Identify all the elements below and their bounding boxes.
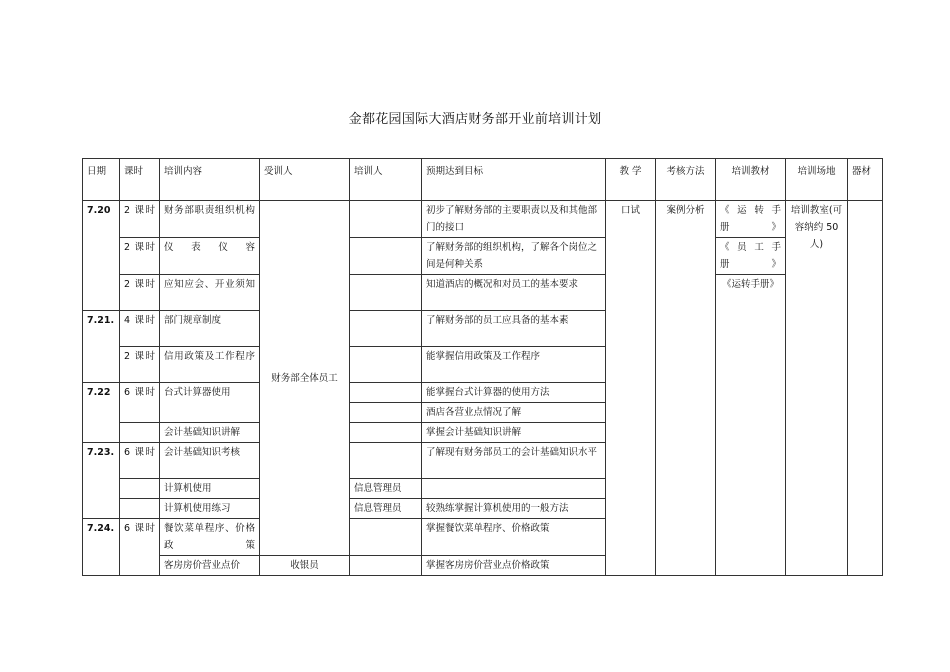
trainer-cell <box>350 423 422 443</box>
header-hours: 课时 <box>120 159 160 201</box>
hours-cell <box>120 499 160 519</box>
content-cell: 客房房价营业点价 <box>160 556 260 576</box>
content-cell: 台式计算器使用 <box>160 383 260 423</box>
table-row <box>83 238 883 275</box>
content-cell: 部门规章制度 <box>160 311 260 347</box>
content-cell: 财务部职责组织机构 <box>160 201 260 238</box>
training-plan-table <box>82 158 883 576</box>
hours-cell: 2 课时 <box>120 275 160 311</box>
goal-cell: 掌握会计基础知识讲解 <box>422 423 606 443</box>
table-row <box>83 201 883 238</box>
hours-cell: 6 课时 <box>120 383 160 423</box>
hours-cell: 2 课时 <box>120 238 160 275</box>
content-cell: 信用政策及工作程序 <box>160 347 260 383</box>
hours-cell: 2 课时 <box>120 201 160 238</box>
trainer-cell <box>350 347 422 383</box>
goal-cell: 能掌握台式计算器的使用方法 <box>422 383 606 403</box>
hours-cell: 6 课时 <box>120 443 160 479</box>
table-row <box>83 275 883 311</box>
hours-cell: 4 课时 <box>120 311 160 347</box>
header-method: 教 学 <box>606 159 656 201</box>
content-cell: 计算机使用 <box>160 479 260 499</box>
date-cell: 7.22 <box>83 383 120 443</box>
trainee-cell: 财务部全体员工 <box>260 201 350 556</box>
goal-cell: 了解现有财务部员工的会计基础知识水平 <box>422 443 606 479</box>
equip-cell <box>848 201 883 576</box>
trainer-cell <box>350 556 422 576</box>
goal-cell: 酒店各营业点情况了解 <box>422 403 606 423</box>
trainer-cell <box>350 201 422 238</box>
document-title: 金都花园国际大酒店财务部开业前培训计划 <box>348 112 602 127</box>
header-date: 日期 <box>83 159 120 201</box>
header-equip: 器材 <box>848 159 883 201</box>
goal-cell <box>422 479 606 499</box>
material-cell: 《运转手册》 <box>716 275 786 576</box>
goal-cell: 知道酒店的概况和对员工的基本要求 <box>422 275 606 311</box>
header-trainer: 培训人 <box>350 159 422 201</box>
header-row <box>83 159 883 201</box>
goal-cell: 掌握餐饮菜单程序、价格政策 <box>422 519 606 556</box>
trainee-cell: 收银员 <box>260 556 350 576</box>
venue-cell: 培训教室(可容纳约 50 人) <box>786 201 848 576</box>
trainer-cell <box>350 519 422 556</box>
trainer-cell <box>350 403 422 423</box>
goal-cell: 初步了解财务部的主要职责以及和其他部门的接口 <box>422 201 606 238</box>
method-cell: 口试 <box>606 201 656 576</box>
content-cell: 计算机使用练习 <box>160 499 260 519</box>
material-cell: 《 运 转 手 册》 <box>716 201 786 238</box>
header-material: 培训教材 <box>716 159 786 201</box>
content-cell: 会计基础知识讲解 <box>160 423 260 443</box>
goal-cell: 了解财务部的组织机构，了解各个岗位之间是何种关系 <box>422 238 606 275</box>
trainer-cell <box>350 275 422 311</box>
header-trainee: 受训人 <box>260 159 350 201</box>
material-cell: 《 员 工 手 册》 <box>716 238 786 275</box>
trainer-cell: 信息管理员 <box>350 479 422 499</box>
goal-cell: 较熟练掌握计算机使用的一般方法 <box>422 499 606 519</box>
goal-cell: 能掌握信用政策及工作程序 <box>422 347 606 383</box>
date-cell: 7.21. <box>83 311 120 383</box>
content-cell: 会计基础知识考核 <box>160 443 260 479</box>
goal-cell: 掌握客房房价营业点价格政策 <box>422 556 606 576</box>
content-cell: 应知应会、开业须知 <box>160 275 260 311</box>
header-assess: 考核方法 <box>656 159 716 201</box>
hours-cell: 6 课时 <box>120 519 160 576</box>
hours-cell: 2 课时 <box>120 347 160 383</box>
hours-cell <box>120 423 160 443</box>
content-cell: 餐饮菜单程序、价格政策 <box>160 519 260 556</box>
trainer-cell <box>350 311 422 347</box>
header-goal: 预期达到目标 <box>422 159 606 201</box>
goal-cell: 了解财务部的员工应具备的基本素 <box>422 311 606 347</box>
content-cell: 仪 表 仪 容 <box>160 238 260 275</box>
header-content: 培训内容 <box>160 159 260 201</box>
hours-cell <box>120 479 160 499</box>
trainer-cell: 信息管理员 <box>350 499 422 519</box>
assess-cell: 案例分析 <box>656 201 716 576</box>
header-venue: 培训场地 <box>786 159 848 201</box>
date-cell: 7.23. <box>83 443 120 519</box>
trainer-cell <box>350 238 422 275</box>
date-cell: 7.24. <box>83 519 120 576</box>
trainer-cell <box>350 383 422 403</box>
date-cell: 7.20 <box>83 201 120 311</box>
trainer-cell <box>350 443 422 479</box>
